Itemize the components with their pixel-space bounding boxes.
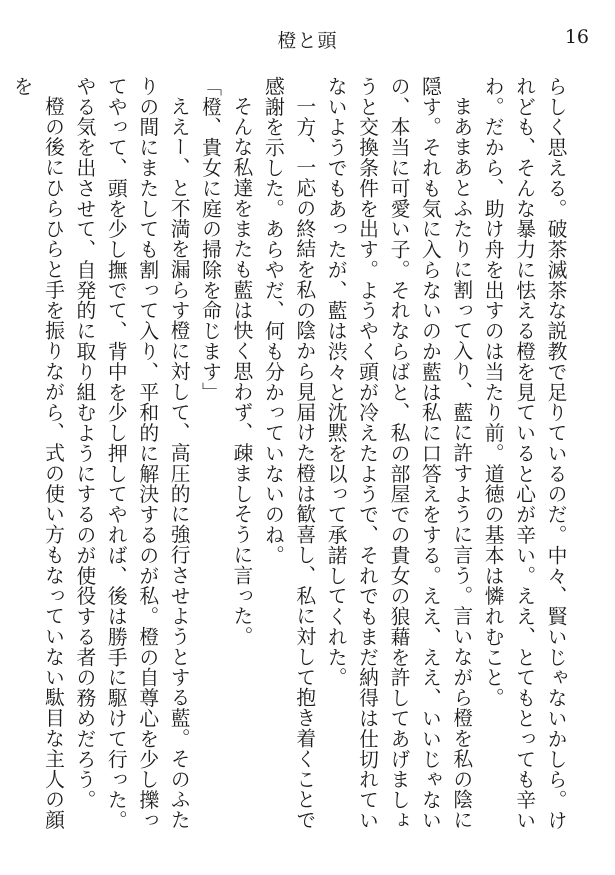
paragraph-1: らしく思える。破茶滅茶な説教で足りているのだ。中々、賢いじゃないかしら。けれども、そんな暴力に怯える橙を見ていると心が辛い。ええ、とてもとっても辛いわ。だから、助け舟を出すのは当たり前。道徳の基本は憐れむこと。 (481, 76, 567, 831)
body-text (10, 76, 571, 836)
paragraph-3: 一方、一応の終結を私の陰から見届けた橙は歓喜し、私に対して抱き着くことで感謝を示した。あらやだ、何も分かっていないのね。 (261, 76, 316, 830)
paragraph-2: まあまあとふたりに割って入り、藍に許すように言う。言いながら橙を私の陰に隠す。それも気に入らないのか藍は私に口答えをする。ええ、ええ、いいじゃないの、本当に可愛い子。それならばと、私の部屋での貴女の狼藉を許してあげましょうと交換条件を出す。ようやく頭が冷えたようで、それでもまだ納得は仕切れていないようでもあったが、藍は渋々と沈黙を以って承諾してくれた。 (324, 76, 473, 831)
paragraph-5: ええー、と不満を漏らす橙に対して、高圧的に強行させようとする藍。そのふたりの間にまたしても割って入り、平和的に解決するのが私。橙の自尊心を少し擽ってやって、頭を少し撫でて、背中を少し押してやれば、後は勝手に駆けて行った。やる気を出させて、自発的に取り組むようにするのが使役する者の務めだろう。 (72, 76, 191, 831)
paragraph-6: 橙の後にひらひらと手を振りながら、式の使い方もなっていない駄目な主人の顔を (10, 76, 65, 830)
dialogue-line: 「橙、貴女に庭の掃除を命じます」 (198, 76, 222, 403)
page-number: 16 (564, 26, 589, 48)
page-header (0, 26, 615, 56)
page-title: 橙と頭 (277, 30, 338, 52)
paragraph-4: そんな私達をまたも藍は快く思わず、疎ましそうに言った。 (229, 95, 253, 647)
